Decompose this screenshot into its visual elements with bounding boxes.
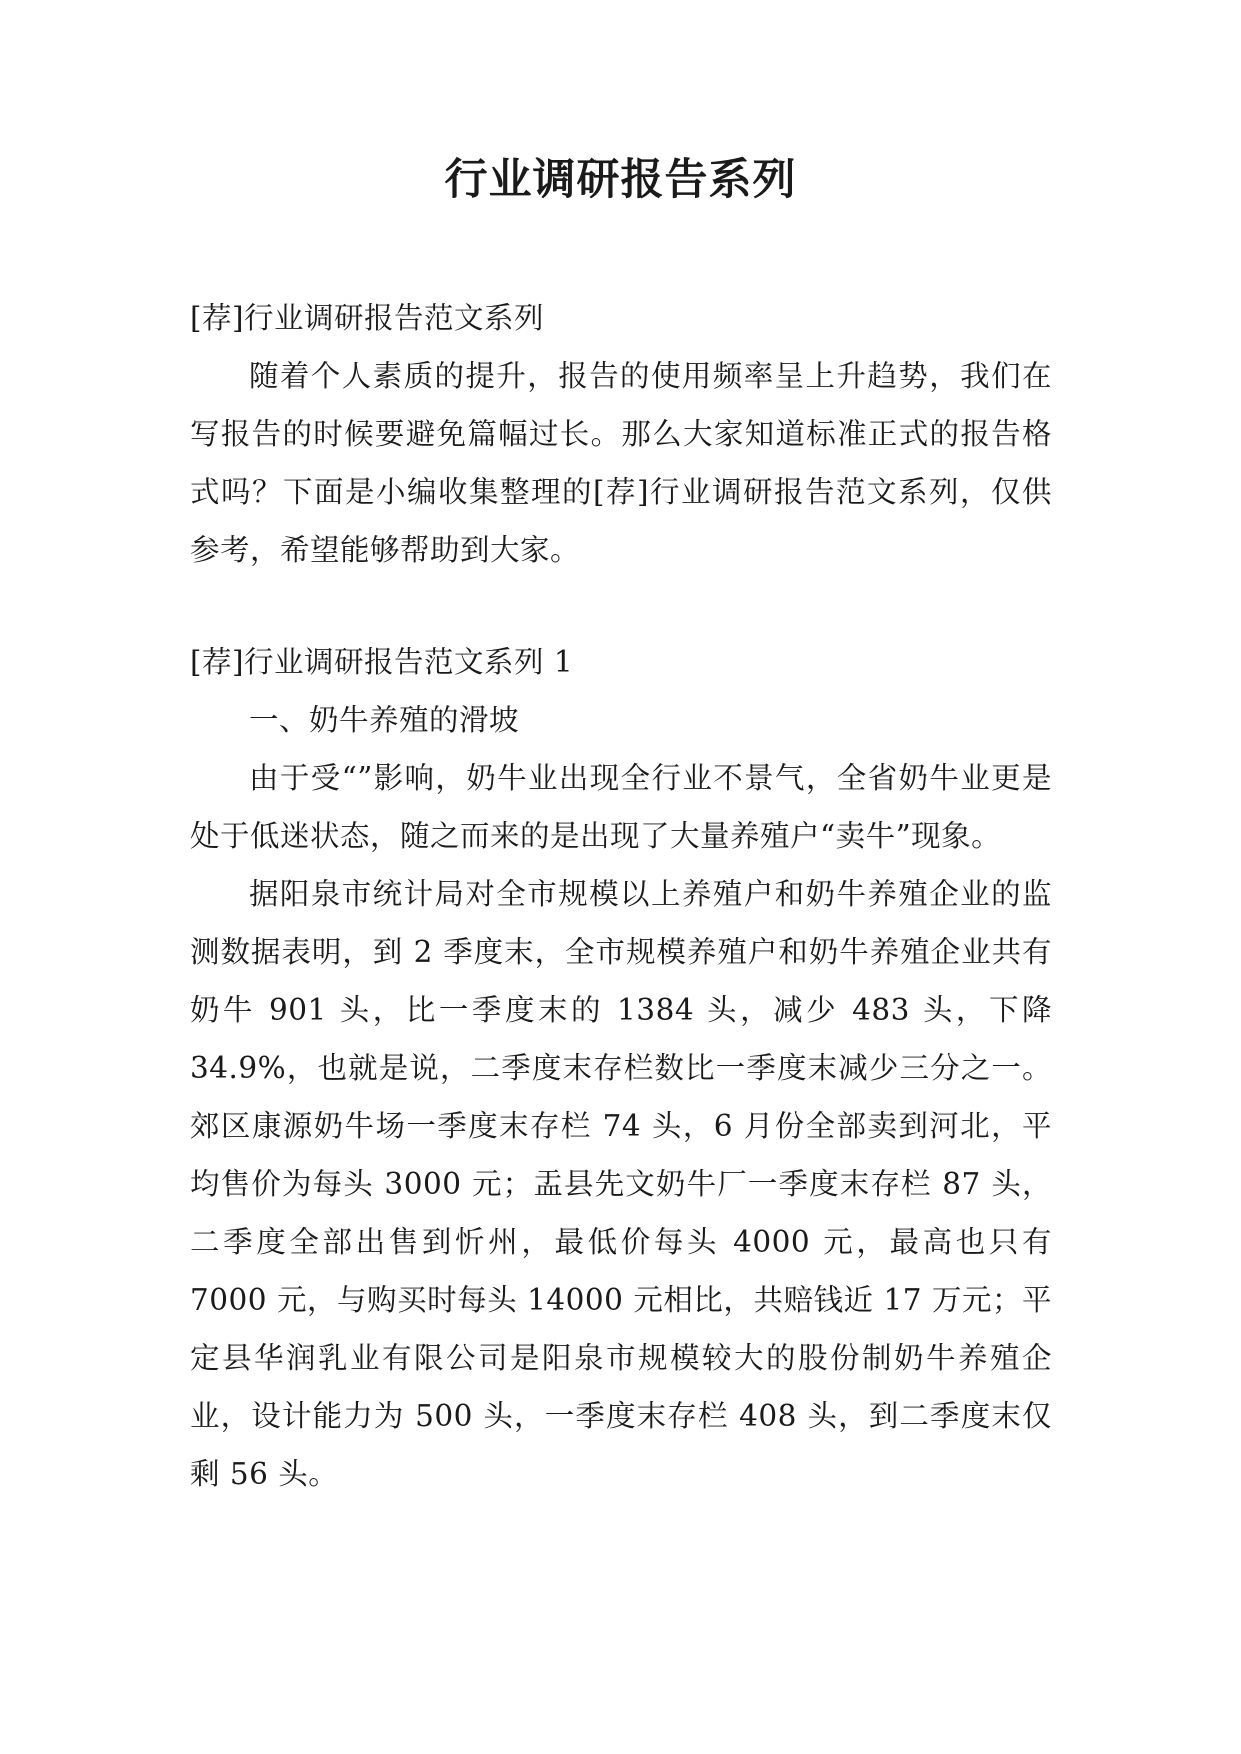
intro-paragraph: 随着个人素质的提升，报告的使用频率呈上升趋势，我们在写报告的时候要避免篇幅过长。那么大家知道标准正式的报告格式吗？下面是小编收集整理的[荐]行业调研报告范文系列，仅供参考，希望能够帮助到大家。 [190, 359, 1052, 567]
subsection-heading: 一、奶牛养殖的滑坡 [249, 703, 520, 737]
section-heading: [荐]行业调研报告范文系列 1 [190, 645, 574, 679]
body-paragraph-1: 由于受“”影响，奶牛业出现全行业不景气，全省奶牛业更是处于低迷状态，随之而来的是出现了大量养殖户“卖牛”现象。 [190, 761, 1052, 853]
body-paragraph-2: 据阳泉市统计局对全市规模以上养殖户和奶牛养殖企业的监测数据表明，到 2 季度末，全市规模养殖户和奶牛养殖企业共有奶牛 901 头，比一季度末的 1384 头，减少 483 头，下降 34.9%，也就是说，二季度末存栏数比一季度末减少三分之一。郊区康源奶牛场一季度末存栏 74 头，6 月份全部卖到河北，平均售价为每头 3000 元；盂县先文奶牛厂一季度末存栏 87 头，二季度全部出售到忻州，最低价每头 4000 元，最高也只有 7000 元，与购买时每头 14000 元相比，共赔钱近 17 万元；平定县华润乳业有限公司是阳泉市规模较大的股份制奶牛养殖企业，设计能力为 500 头，一季度末存栏 408 头，到二季度末仅剩 56 头。 [190, 877, 1052, 1491]
subtitle-heading: [荐]行业调研报告范文系列 [190, 301, 545, 335]
document-title: 行业调研报告系列 [444, 155, 797, 205]
part-1-section [190, 633, 1052, 1503]
intro-section [190, 289, 1052, 579]
